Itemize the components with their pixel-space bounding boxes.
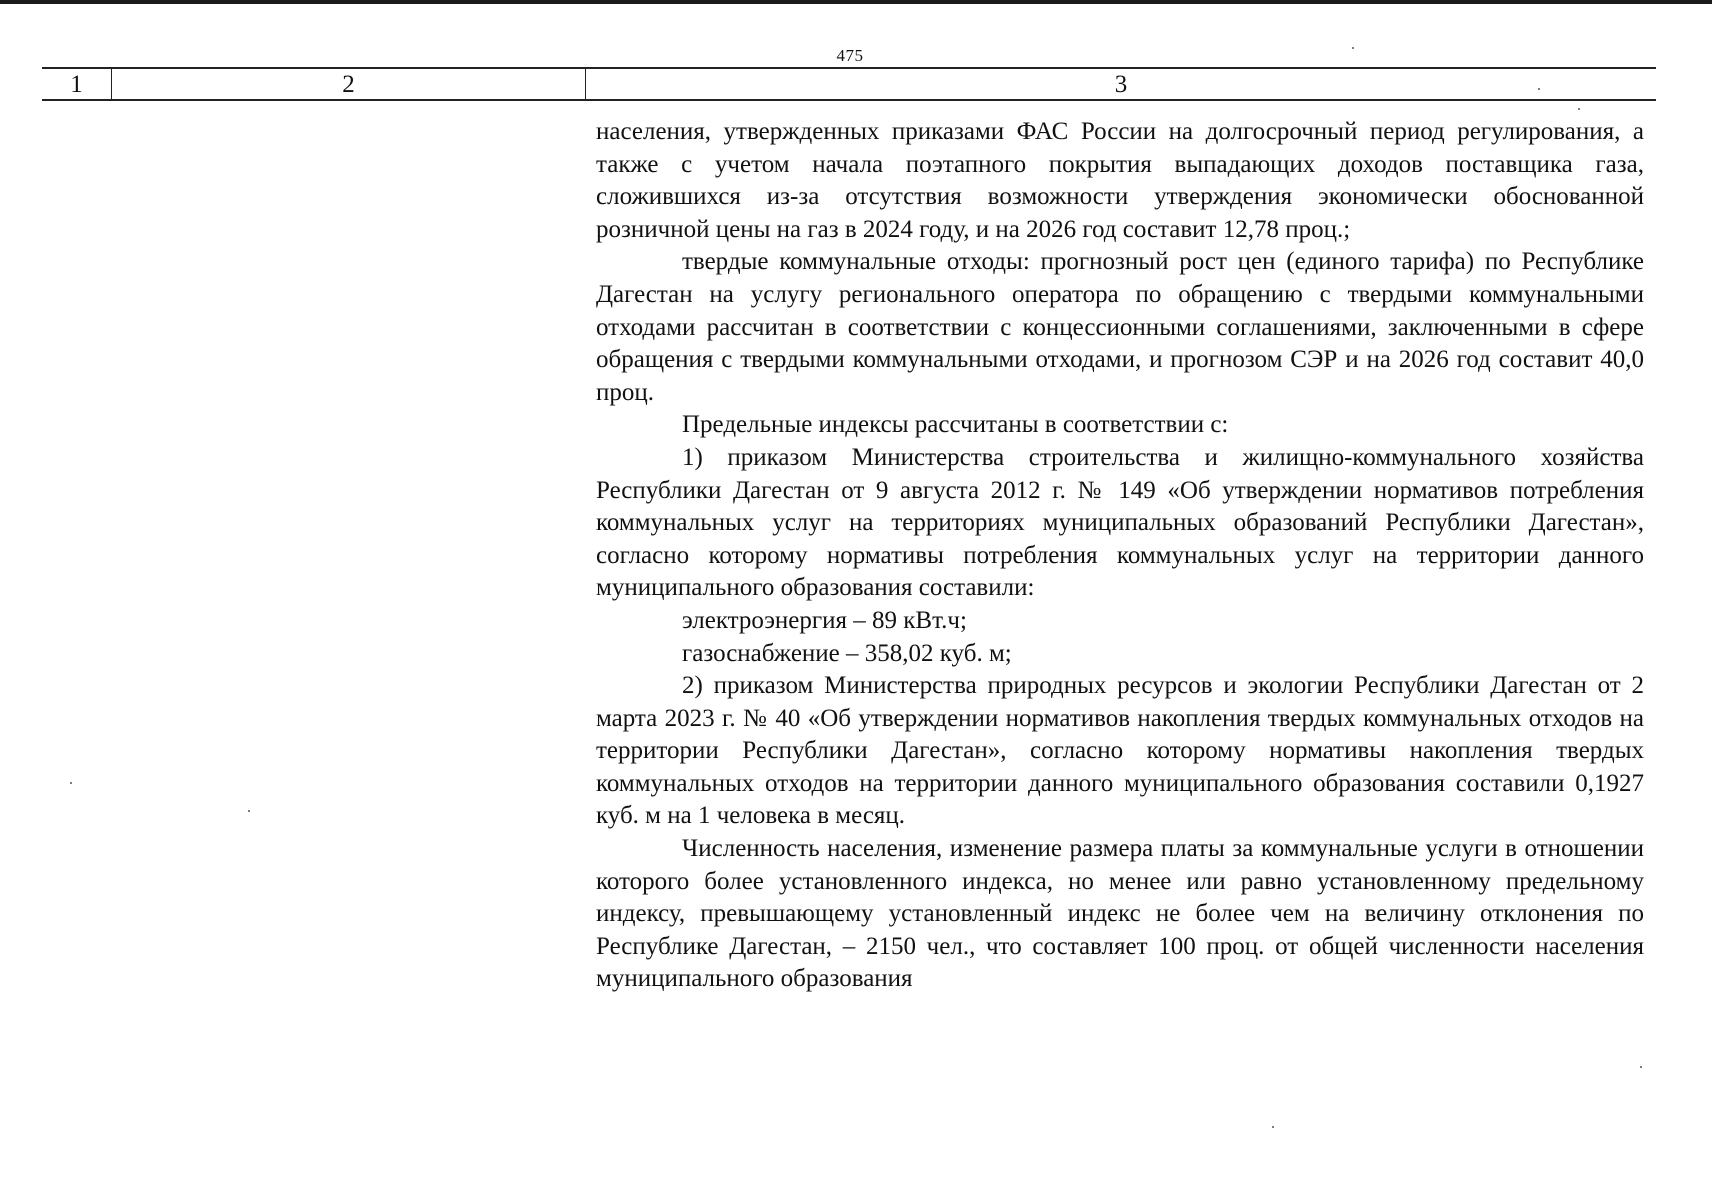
table-header-col-2: 2 <box>112 69 586 99</box>
page-number: 475 <box>836 46 864 65</box>
scan-speck <box>1578 108 1580 110</box>
scan-speck <box>1272 1126 1274 1128</box>
paragraph-solid-waste: твердые коммунальные отходы: прогнозный рост цен (единого тарифа) по Республике Дагестан на услугу регионального оператора по обращению с твердыми коммунальными отходами рассчитан в соответствии с концессионными соглашениями, заключенными в сфере обращения с твердыми коммунальными отходами, и прогнозом СЭР и на 2026 год составит 40,0 проц. <box>596 248 1644 406</box>
scan-speck <box>70 782 72 784</box>
paragraph-gas-continuation: населения, утвержденных приказами ФАС России на долгосрочный период регулирования, а также с учетом начала поэтапного покрытия выпадающих доходов поставщика газа, сложившихся из-за отсутствия возможности утверждения экономически обоснованной розничной цены на газ в 2024 году, и на 2026 год составит 12,78 проц.; <box>596 118 1644 243</box>
paragraph-order-2: 2) приказом Министерства природных ресурсов и экологии Республики Дагестан от 2 марта 2023 г. № 40 «Об утверждении нормативов накопления твердых коммунальных отходов на территории Республики Дагестан», согласно которому нормативы накопления твердых коммунальных отходов на территории данного муниципального образования составили 0,1927 куб. м на 1 человека в месяц. <box>596 672 1644 830</box>
scan-top-edge <box>0 0 1712 4</box>
table-header-col-1: 1 <box>42 69 112 99</box>
paragraph-population: Численность населения, изменение размера платы за коммунальные услуги в отношении которого более установленного индекса, но менее или равно установленному предельному индексу, превышающему установленный индекс не более чем на величину отклонения по Республике Дагестан, – 2150 чел., что составляет 100 проц. от общей численности населения муниципального образования <box>596 835 1644 993</box>
list-item-electricity: электроэнергия – 89 кВт.ч; <box>682 606 967 634</box>
table-header-col-3: 3 <box>1114 71 1128 98</box>
scan-speck <box>1352 47 1354 49</box>
paragraph-indices-intro: Предельные индексы рассчитаны в соответствии с: <box>682 411 1229 439</box>
table-header-row <box>42 67 1656 101</box>
paragraph-order-1: 1) приказом Министерства строительства и жилищно-коммунального хозяйства Республики Дагестан от 9 августа 2012 г. № 149 «Об утверждении нормативов потребления коммунальных услуг на территориях муниципальных образований Республики Дагестан», согласно которому нормативы потребления коммунальных услуг на территории данного муниципального образования составили: <box>596 443 1644 602</box>
list-item-gas-supply: газоснабжение – 358,02 куб. м; <box>682 639 1012 667</box>
document-body <box>596 116 1644 996</box>
scan-speck <box>1640 1066 1642 1068</box>
scan-speck <box>1538 88 1540 90</box>
scan-speck <box>248 810 250 812</box>
